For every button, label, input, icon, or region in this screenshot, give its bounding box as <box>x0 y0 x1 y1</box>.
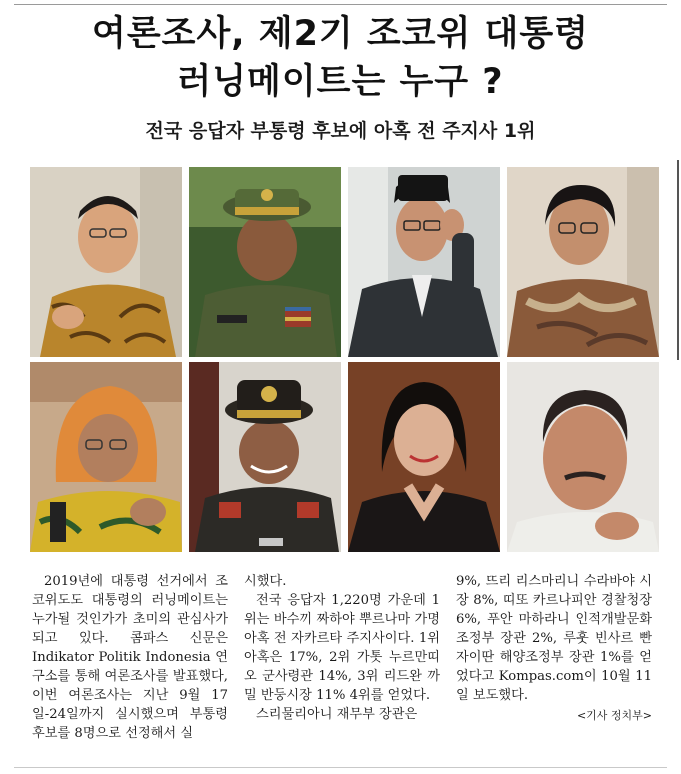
top-rule <box>14 4 667 5</box>
photo-1 <box>30 167 182 357</box>
article-paragraph: 9%, 뜨리 리스마리니 수라바야 시장 8%, 띠또 카르나피안 경찰청장 6%, 푸안 마하라니 인적개발문화조정부 장관 2%, 루훗 빈사르 빤자이딴 해양조정부 장관 1%를 얻었다고 Kompas.com이 10월 11일 보도했다. <box>456 574 652 703</box>
article-body <box>32 572 662 742</box>
article-paragraph: 시했다. <box>244 574 287 589</box>
photo-3 <box>348 167 500 357</box>
photo-7 <box>348 362 500 552</box>
photo-5 <box>30 362 182 552</box>
article-column-3 <box>456 572 652 725</box>
article-column-1 <box>32 572 228 743</box>
bottom-rule <box>14 767 667 768</box>
article-paragraph: 2019년에 대통령 선거에서 조코위도도 대통령의 러닝메이트는 누가될 것인가가 초미의 관심사가 되고 있다. 콤파스 신문은 Indikator Politik Indonesia 연구소를 통해 여론조사를 발표했다, 이번 여론조사는 지난 9월 17일-24일까지 실시했으며 부통령 후보를 8명으로 선정해서 실 <box>32 574 228 741</box>
photo-2 <box>189 167 341 357</box>
photo-6 <box>189 362 341 552</box>
byline: <기사 정치부> <box>576 709 652 722</box>
subheadline: 전국 응답자 부통령 후보에 아혹 전 주지사 1위 <box>145 120 536 142</box>
photo-8 <box>507 362 659 552</box>
edge-rule <box>677 160 679 360</box>
article-paragraph: 스리물리아니 재무부 장관은 <box>256 707 418 722</box>
headline-line-2: 러닝메이트는 누구 ? <box>177 62 504 102</box>
headline <box>0 10 681 106</box>
article-column-2 <box>244 572 440 724</box>
headline-line-1: 여론조사, 제2기 조코위 대통령 <box>92 14 589 54</box>
article-paragraph: 전국 응답자 1,220명 가운데 1위는 바수끼 짜하야 뿌르나마 가명 아혹 전 자카르타 주지사이다. 1위 아혹은 17%, 2위 가톳 누르만띠오 군사령관 14%, 3위 리드완 까밀 반둥시장 11% 4위를 얻었다. <box>244 593 440 703</box>
photo-4 <box>507 167 659 357</box>
